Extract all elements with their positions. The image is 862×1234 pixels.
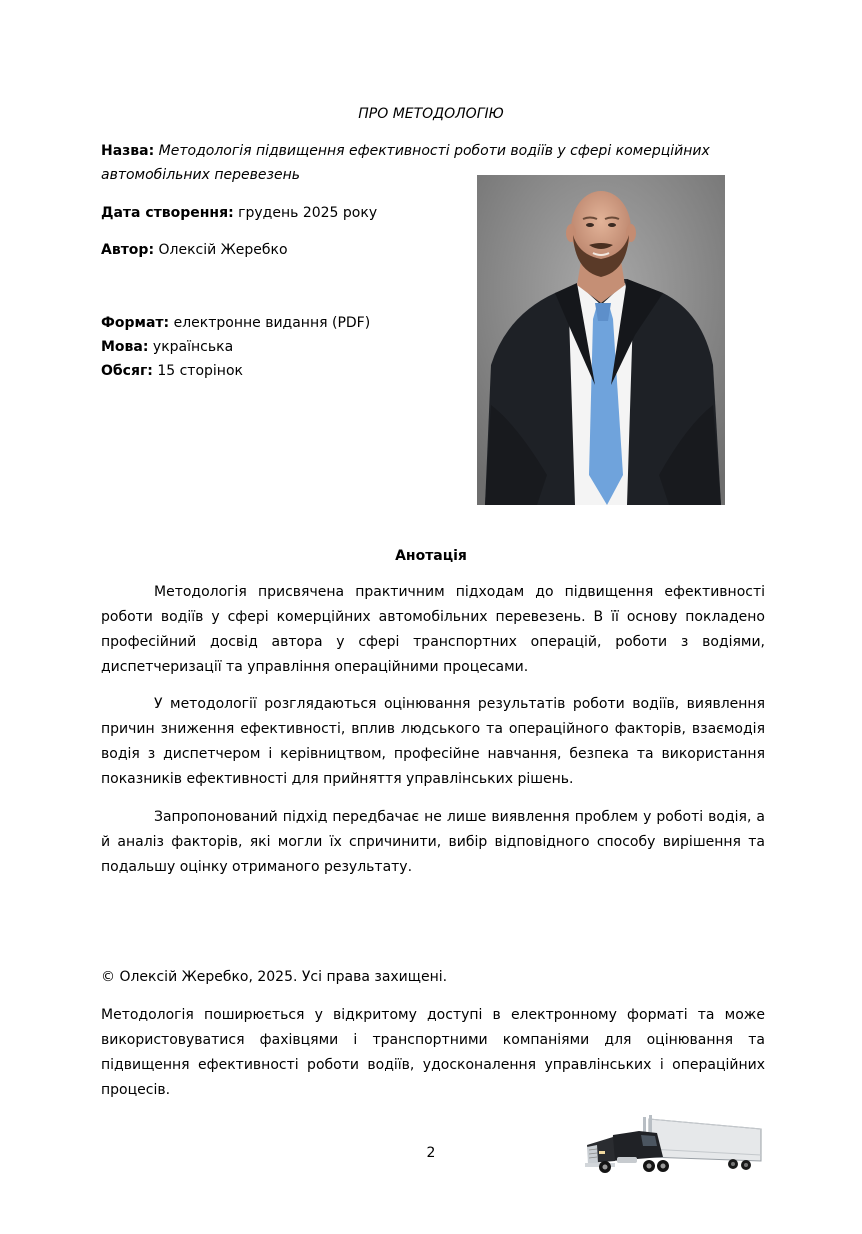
semi-truck-illustration-icon — [583, 1113, 763, 1177]
page-number: 2 — [426, 1145, 436, 1161]
meta-language-value: українська — [152, 339, 234, 355]
author-photo — [477, 175, 725, 505]
meta-author-value: Олексій Жеребко — [158, 242, 288, 258]
meta-format — [101, 311, 370, 335]
meta-format-value: електронне видання (PDF) — [173, 315, 371, 331]
author-portrait-icon — [477, 175, 725, 505]
meta-date-value: грудень 2025 року — [238, 205, 378, 221]
meta-language — [101, 335, 370, 359]
meta-language-label: Мова: — [101, 339, 149, 355]
meta-volume-label: Обсяг: — [101, 363, 153, 379]
abstract-paragraph-2: У методології розглядаються оцінювання результатів роботи водіїв, виявлення причин зниження ефективності, вплив людського та операційного факторів, взаємодія водія з диспетчером і керівництвом, професійне навчання, безпека та використання показників ефективності для прийняття управлінських рішень. — [101, 696, 765, 787]
meta-author — [101, 238, 288, 262]
license-text: Методологія поширюється у відкритому доступі в електронному форматі та може використовуватися фахівцями і транспортними компаніями для оцінювання та підвищення ефективності роботи водіїв, удосконалення управлінських і операційних процесів. — [101, 1007, 765, 1098]
meta-author-label: Автор: — [101, 242, 155, 258]
section-title: ПРО МЕТОДОЛОГІЮ — [358, 106, 504, 122]
meta-date-label: Дата створення: — [101, 205, 234, 221]
meta-volume-value: 15 сторінок — [157, 363, 243, 379]
meta-volume — [101, 359, 370, 383]
abstract-paragraph-1: Методологія присвячена практичним підходам до підвищення ефективності роботи водіїв у сфері комерційних автомобільних перевезень. В її основу покладено професійний досвід автора у сфері транспортних операцій, роботи з водіями, диспетчеризації та управління операційними процесами. — [101, 584, 765, 675]
meta-format-label: Формат: — [101, 315, 170, 331]
meta-title-label: Назва: — [101, 143, 155, 159]
copyright-notice: © Олексій Жеребко, 2025. Усі права захищені. — [101, 969, 448, 985]
meta-title-value-line1: Методологія підвищення ефективності роботи водіїв у сфері комерційних — [158, 143, 710, 159]
truck-image — [583, 1113, 763, 1177]
meta-date — [101, 201, 377, 225]
abstract-title: Анотація — [395, 548, 467, 564]
abstract-paragraph-3: Запропонований підхід передбачає не лише виявлення проблем у роботі водія, а й аналіз факторів, які могли їх спричинити, вибір відповідного способу вирішення та подальшу оцінку отриманого результату. — [101, 809, 765, 875]
meta-title-value-line2: автомобільних перевезень — [101, 167, 300, 183]
meta-format-block — [101, 311, 370, 383]
